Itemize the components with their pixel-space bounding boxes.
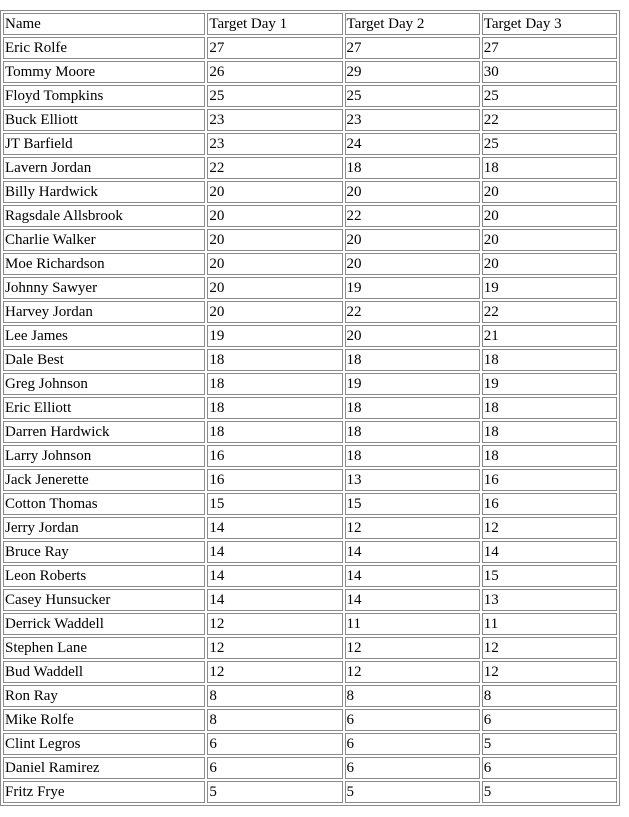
target-day-1-cell: 12 xyxy=(207,613,342,635)
target-day-1-cell: 14 xyxy=(207,517,342,539)
target-day-3-cell: 18 xyxy=(482,421,617,443)
name-cell: Daniel Ramirez xyxy=(3,757,205,779)
target-day-1-cell: 20 xyxy=(207,205,342,227)
target-day-2-cell: 23 xyxy=(345,109,480,131)
target-day-1-cell: 26 xyxy=(207,61,342,83)
target-day-3-cell: 13 xyxy=(482,589,617,611)
target-day-3-cell: 12 xyxy=(482,517,617,539)
table-row xyxy=(3,709,617,731)
target-day-2-cell: 13 xyxy=(345,469,480,491)
table-row xyxy=(3,229,617,251)
table-row xyxy=(3,589,617,611)
table-row xyxy=(3,541,617,563)
target-day-1-cell: 23 xyxy=(207,109,342,131)
target-day-3-cell: 20 xyxy=(482,205,617,227)
target-day-2-cell: 29 xyxy=(345,61,480,83)
table-row xyxy=(3,301,617,323)
target-day-2-cell: 20 xyxy=(345,229,480,251)
name-cell: Stephen Lane xyxy=(3,637,205,659)
table-row xyxy=(3,421,617,443)
table-row xyxy=(3,133,617,155)
table-row xyxy=(3,637,617,659)
name-cell: Ron Ray xyxy=(3,685,205,707)
table-row xyxy=(3,517,617,539)
target-day-1-cell: 20 xyxy=(207,277,342,299)
target-day-3-cell: 18 xyxy=(482,349,617,371)
table-row xyxy=(3,685,617,707)
target-day-2-cell: 8 xyxy=(345,685,480,707)
name-cell: Johnny Sawyer xyxy=(3,277,205,299)
target-day-2-cell: 15 xyxy=(345,493,480,515)
table-row xyxy=(3,469,617,491)
name-cell: Billy Hardwick xyxy=(3,181,205,203)
table-row xyxy=(3,349,617,371)
table-row xyxy=(3,613,617,635)
name-cell: Leon Roberts xyxy=(3,565,205,587)
target-day-3-cell: 22 xyxy=(482,301,617,323)
table-row xyxy=(3,445,617,467)
name-cell: Lee James xyxy=(3,325,205,347)
target-day-3-cell: 18 xyxy=(482,157,617,179)
target-day-3-cell: 5 xyxy=(482,781,617,803)
name-cell: Clint Legros xyxy=(3,733,205,755)
target-day-2-cell: 6 xyxy=(345,757,480,779)
target-day-2-cell: 20 xyxy=(345,181,480,203)
name-cell: Derrick Waddell xyxy=(3,613,205,635)
target-day-2-cell: 6 xyxy=(345,733,480,755)
name-cell: Jerry Jordan xyxy=(3,517,205,539)
target-day-1-cell: 6 xyxy=(207,733,342,755)
header-cell-target-day-3: Target Day 3 xyxy=(482,13,617,35)
name-cell: Bruce Ray xyxy=(3,541,205,563)
target-day-1-cell: 16 xyxy=(207,445,342,467)
target-day-2-cell: 18 xyxy=(345,445,480,467)
header-cell-target-day-1: Target Day 1 xyxy=(207,13,342,35)
target-day-3-cell: 18 xyxy=(482,445,617,467)
table-row xyxy=(3,781,617,803)
target-day-3-cell: 12 xyxy=(482,661,617,683)
table-row xyxy=(3,373,617,395)
header-cell-name: Name xyxy=(3,13,205,35)
target-day-1-cell: 20 xyxy=(207,301,342,323)
table-row xyxy=(3,661,617,683)
target-day-3-cell: 11 xyxy=(482,613,617,635)
name-cell: Mike Rolfe xyxy=(3,709,205,731)
target-day-3-cell: 16 xyxy=(482,469,617,491)
scores-table-body xyxy=(3,13,617,803)
target-day-2-cell: 19 xyxy=(345,277,480,299)
table-row xyxy=(3,61,617,83)
target-day-3-cell: 20 xyxy=(482,181,617,203)
target-day-1-cell: 20 xyxy=(207,181,342,203)
target-day-3-cell: 27 xyxy=(482,37,617,59)
target-day-2-cell: 22 xyxy=(345,205,480,227)
target-day-1-cell: 20 xyxy=(207,229,342,251)
target-day-2-cell: 18 xyxy=(345,397,480,419)
target-day-3-cell: 12 xyxy=(482,637,617,659)
target-day-3-cell: 5 xyxy=(482,733,617,755)
target-day-3-cell: 16 xyxy=(482,493,617,515)
target-day-3-cell: 15 xyxy=(482,565,617,587)
target-day-3-cell: 21 xyxy=(482,325,617,347)
target-day-1-cell: 15 xyxy=(207,493,342,515)
target-day-2-cell: 12 xyxy=(345,637,480,659)
scores-table xyxy=(0,10,620,806)
target-day-3-cell: 25 xyxy=(482,85,617,107)
table-row xyxy=(3,85,617,107)
target-day-3-cell: 19 xyxy=(482,373,617,395)
target-day-2-cell: 14 xyxy=(345,589,480,611)
table-row xyxy=(3,277,617,299)
target-day-3-cell: 30 xyxy=(482,61,617,83)
table-row xyxy=(3,181,617,203)
header-cell-target-day-2: Target Day 2 xyxy=(345,13,480,35)
target-day-1-cell: 19 xyxy=(207,325,342,347)
table-row xyxy=(3,37,617,59)
target-day-2-cell: 14 xyxy=(345,541,480,563)
name-cell: Eric Elliott xyxy=(3,397,205,419)
target-day-1-cell: 14 xyxy=(207,541,342,563)
name-cell: Cotton Thomas xyxy=(3,493,205,515)
name-cell: Greg Johnson xyxy=(3,373,205,395)
target-day-3-cell: 19 xyxy=(482,277,617,299)
target-day-3-cell: 14 xyxy=(482,541,617,563)
target-day-2-cell: 27 xyxy=(345,37,480,59)
header-row xyxy=(3,13,617,35)
target-day-1-cell: 18 xyxy=(207,397,342,419)
name-cell: Jack Jenerette xyxy=(3,469,205,491)
target-day-2-cell: 25 xyxy=(345,85,480,107)
target-day-1-cell: 14 xyxy=(207,565,342,587)
table-row xyxy=(3,253,617,275)
target-day-2-cell: 14 xyxy=(345,565,480,587)
target-day-1-cell: 27 xyxy=(207,37,342,59)
target-day-1-cell: 6 xyxy=(207,757,342,779)
target-day-3-cell: 25 xyxy=(482,133,617,155)
name-cell: Dale Best xyxy=(3,349,205,371)
name-cell: Darren Hardwick xyxy=(3,421,205,443)
target-day-1-cell: 12 xyxy=(207,661,342,683)
target-day-2-cell: 12 xyxy=(345,517,480,539)
target-day-2-cell: 18 xyxy=(345,157,480,179)
target-day-2-cell: 20 xyxy=(345,253,480,275)
target-day-1-cell: 22 xyxy=(207,157,342,179)
target-day-1-cell: 5 xyxy=(207,781,342,803)
target-day-3-cell: 22 xyxy=(482,109,617,131)
name-cell: Eric Rolfe xyxy=(3,37,205,59)
target-day-2-cell: 18 xyxy=(345,421,480,443)
target-day-1-cell: 14 xyxy=(207,589,342,611)
table-row xyxy=(3,205,617,227)
target-day-2-cell: 19 xyxy=(345,373,480,395)
target-day-3-cell: 20 xyxy=(482,253,617,275)
name-cell: Moe Richardson xyxy=(3,253,205,275)
target-day-2-cell: 20 xyxy=(345,325,480,347)
table-row xyxy=(3,493,617,515)
name-cell: Bud Waddell xyxy=(3,661,205,683)
name-cell: Charlie Walker xyxy=(3,229,205,251)
table-row xyxy=(3,109,617,131)
target-day-1-cell: 18 xyxy=(207,421,342,443)
target-day-2-cell: 18 xyxy=(345,349,480,371)
target-day-1-cell: 8 xyxy=(207,685,342,707)
name-cell: JT Barfield xyxy=(3,133,205,155)
target-day-1-cell: 18 xyxy=(207,373,342,395)
table-row xyxy=(3,565,617,587)
target-day-2-cell: 5 xyxy=(345,781,480,803)
table-row xyxy=(3,757,617,779)
name-cell: Harvey Jordan xyxy=(3,301,205,323)
target-day-1-cell: 16 xyxy=(207,469,342,491)
name-cell: Larry Johnson xyxy=(3,445,205,467)
target-day-3-cell: 8 xyxy=(482,685,617,707)
target-day-3-cell: 6 xyxy=(482,757,617,779)
name-cell: Floyd Tompkins xyxy=(3,85,205,107)
name-cell: Lavern Jordan xyxy=(3,157,205,179)
target-day-2-cell: 22 xyxy=(345,301,480,323)
table-row xyxy=(3,397,617,419)
target-day-3-cell: 6 xyxy=(482,709,617,731)
target-day-1-cell: 23 xyxy=(207,133,342,155)
name-cell: Fritz Frye xyxy=(3,781,205,803)
name-cell: Casey Hunsucker xyxy=(3,589,205,611)
name-cell: Buck Elliott xyxy=(3,109,205,131)
target-day-2-cell: 12 xyxy=(345,661,480,683)
target-day-1-cell: 8 xyxy=(207,709,342,731)
target-day-2-cell: 11 xyxy=(345,613,480,635)
target-day-1-cell: 20 xyxy=(207,253,342,275)
target-day-3-cell: 20 xyxy=(482,229,617,251)
target-day-2-cell: 6 xyxy=(345,709,480,731)
table-row xyxy=(3,157,617,179)
target-day-1-cell: 18 xyxy=(207,349,342,371)
name-cell: Ragsdale Allsbrook xyxy=(3,205,205,227)
target-day-1-cell: 25 xyxy=(207,85,342,107)
target-day-2-cell: 24 xyxy=(345,133,480,155)
target-day-1-cell: 12 xyxy=(207,637,342,659)
table-row xyxy=(3,733,617,755)
table-row xyxy=(3,325,617,347)
target-day-3-cell: 18 xyxy=(482,397,617,419)
name-cell: Tommy Moore xyxy=(3,61,205,83)
